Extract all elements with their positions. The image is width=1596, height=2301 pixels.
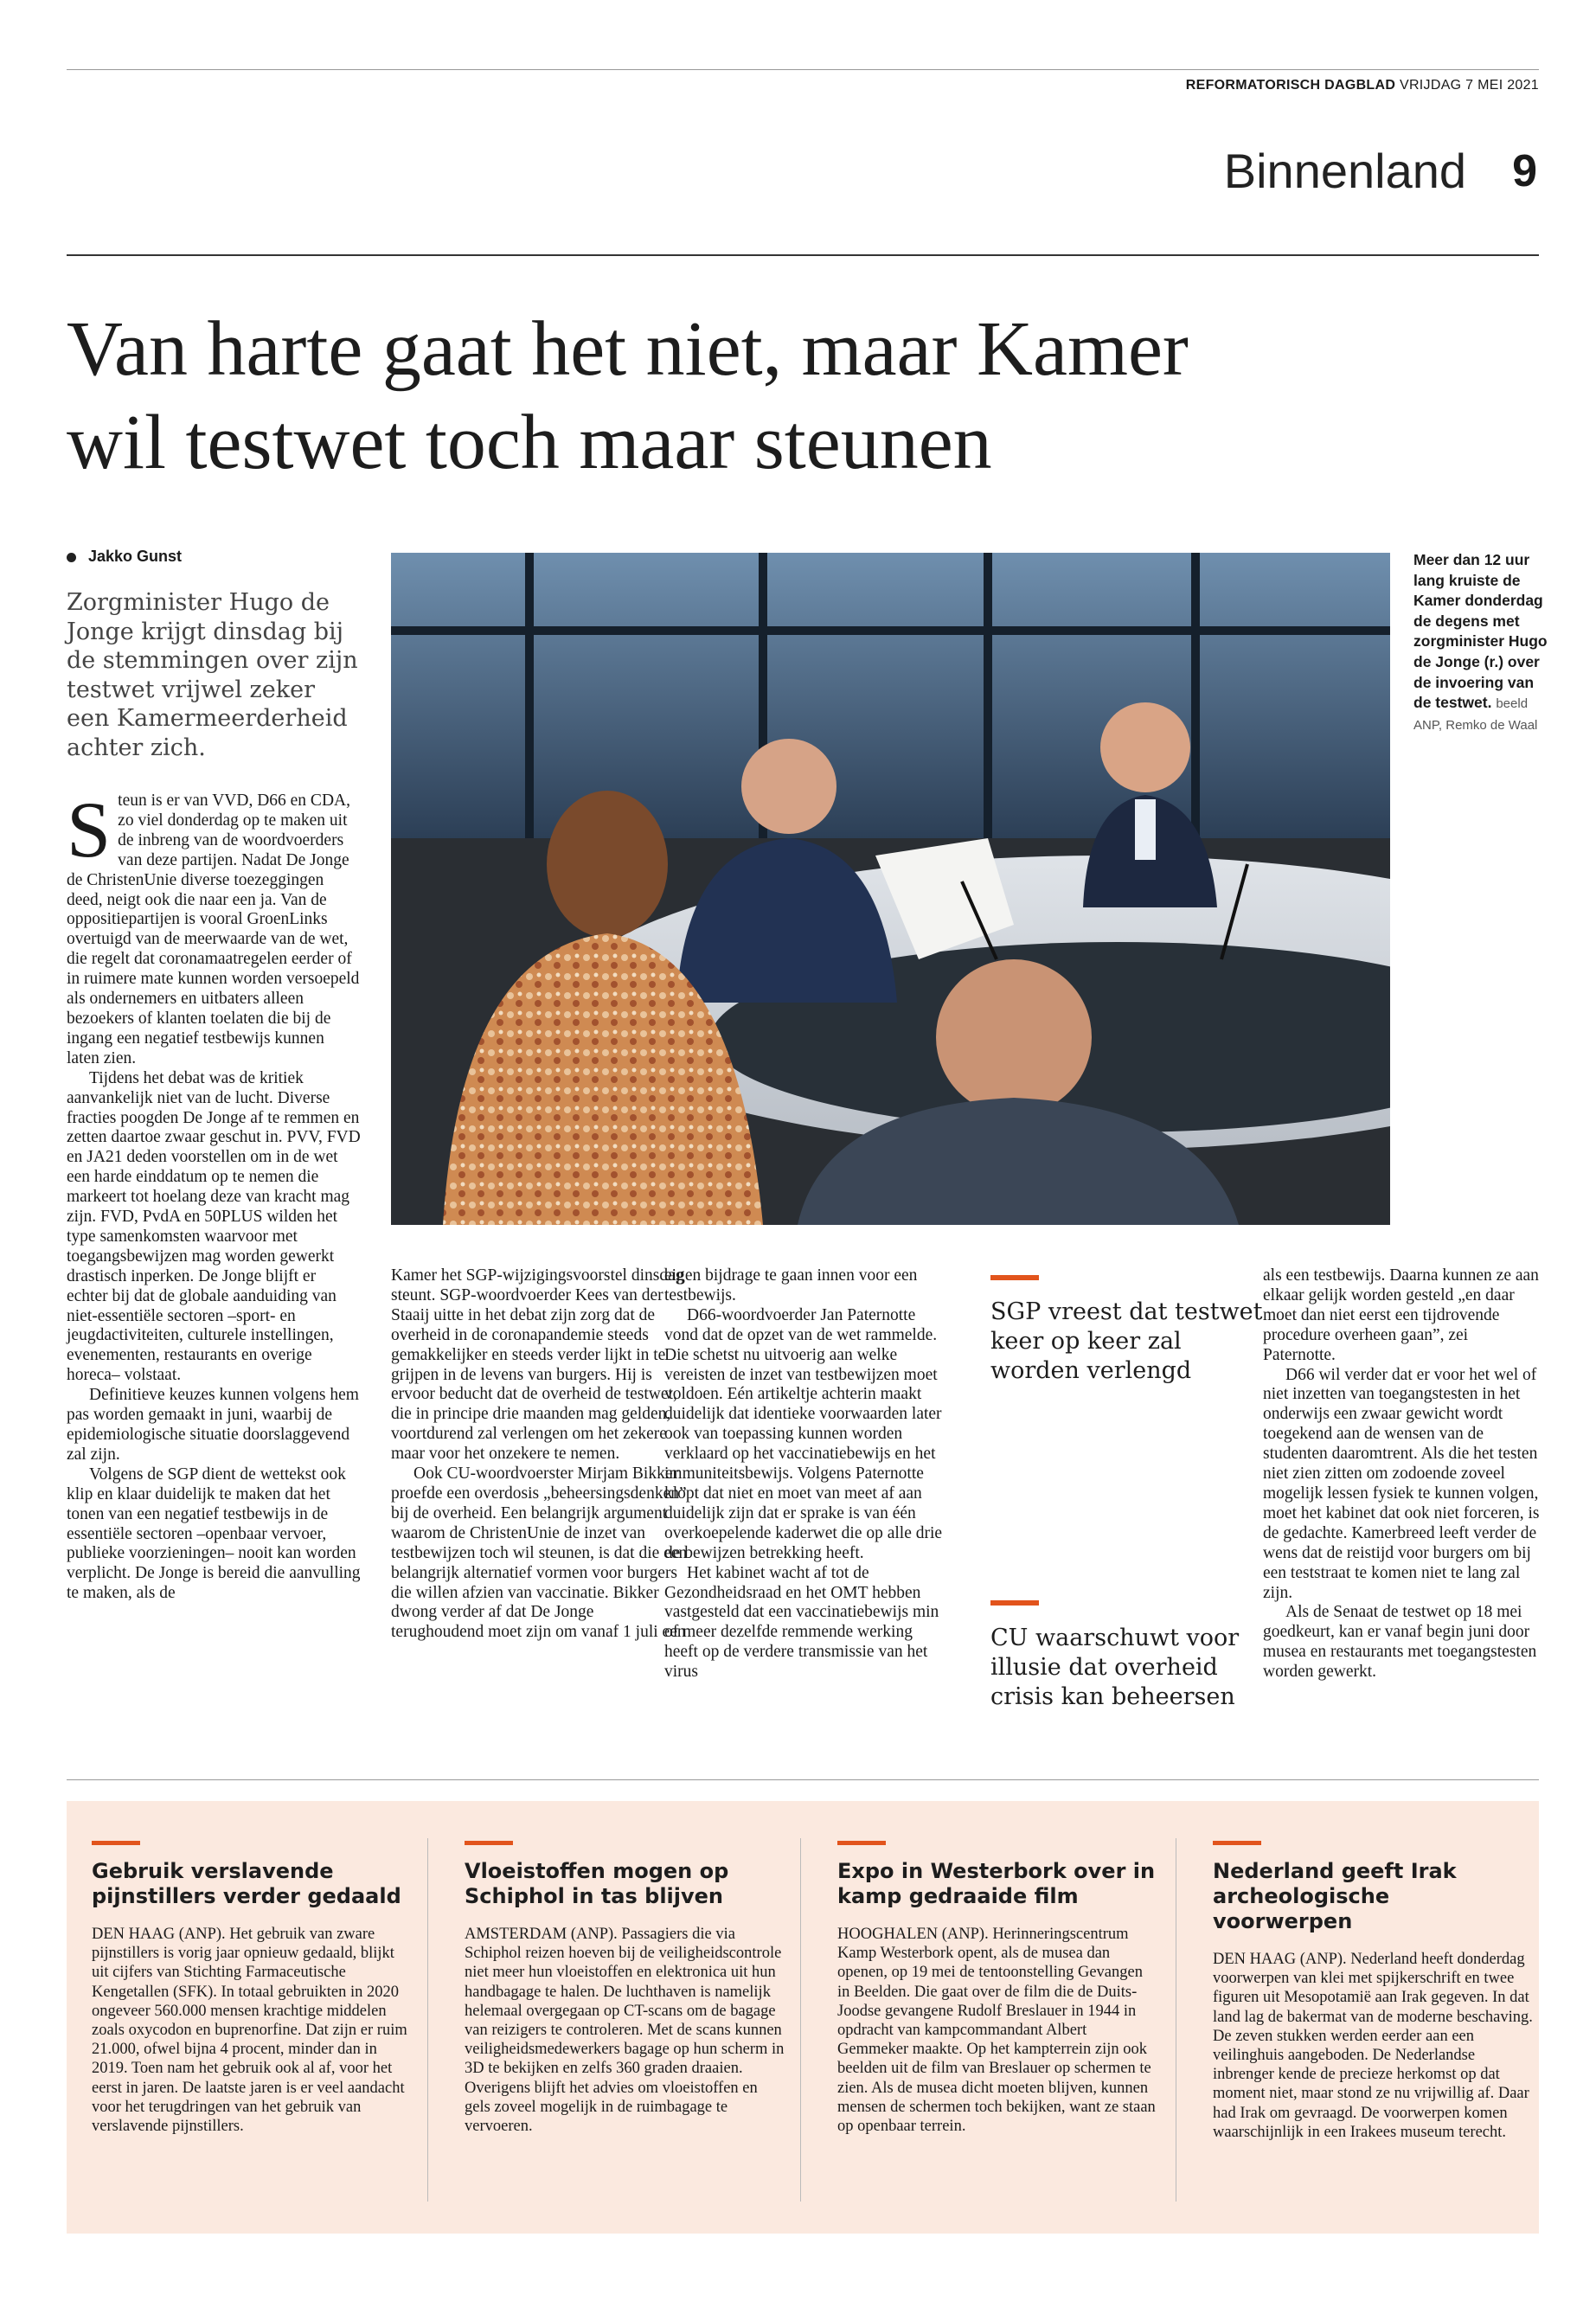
brief-title: Gebruik verslavende pijnstillers verder gedaald: [92, 1859, 401, 1908]
article-column-3: [664, 1266, 946, 1682]
column-divider: [427, 1838, 428, 2202]
article-intro: Zorgminister Hugo de Jonge krijgt dinsdag bij de stemmingen over zijn testwet vrijwel zeker een Kamermeerderheid achter zich.: [67, 589, 358, 761]
paragraph: D66 wil verder dat er voor het wel of niet inzetten van toegangstesten in het onderwijs een zwaar gewicht wordt toegekend aan de wensen van de studenten daaromtrent. Als die het testen niet zien zitten om zodoende zoveel mogelijk lessen fysiek te kunnen volgen, moet het kabinet dat ook niet forceren, is de gedachte. Kamerbreed leeft verder de wens dat de reistijd voor burgers om bij een teststraat te komen niet te lang zal zijn.: [1263, 1365, 1540, 1602]
paragraph: Het kabinet wacht af tot de Gezondheidsraad en het OMT hebben vastgesteld dat een vaccinatiebewijs min of meer dezelfde remmende werking heeft op de verdere transmissie van het virus: [664, 1563, 939, 1682]
brief-accent-bar: [92, 1841, 140, 1845]
section-name: Binnenland: [1223, 144, 1466, 198]
byline-bullet-icon: [67, 553, 76, 562]
article-column-5: [1263, 1266, 1542, 1682]
issue-date: VRIJDAG 7 MEI 2021: [1399, 78, 1539, 93]
article-column-1: [67, 785, 361, 1604]
pullquote-2: CU waarschuwt voor illusie dat overheid crisis kan beheersen: [990, 1625, 1240, 1710]
headline-line-1: Van harte gaat het niet, maar Kamer: [67, 306, 1189, 392]
pullquote-1: SGP vreest dat testwet keer op keer zal worden verlengd: [990, 1298, 1263, 1384]
headline: [67, 303, 1554, 490]
article-photo: [391, 553, 1390, 1225]
news-brief: [1213, 1817, 1533, 2142]
drop-cap: S: [67, 785, 112, 874]
news-brief: [465, 1817, 785, 2136]
brief-title: Nederland geeft Irak archeologische voorwerpen: [1213, 1859, 1457, 1933]
top-rule: [67, 69, 1539, 70]
article-bottom-rule: [67, 1779, 1539, 1780]
paragraph: Volgens de SGP dient de wettekst ook klip en klaar duidelijk te maken dat het tonen van een negatief testbewijs in de essentiële sectoren –openbaar vervoer, publieke voorzieningen– nooit kan worden verplicht. De Jonge is bereid die aanvulling te maken, als de: [67, 1465, 361, 1603]
paragraph: D66-woordvoerder Jan Paternotte vond dat de opzet van de wet rammelde. Die schetst nu uitvoerig aan welke vereisten de inzet van testbewijzen moet voldoen. Eén artikeltje achterin maakt duidelijk dat identieke voorwaarden later ook van toepassing kunnen worden verklaard op het vaccinatiebewijs en het immuniteitsbewijs. Volgens Paternotte klopt dat niet en moet van meet af aan duidelijk zijn dat er sprake is van één overkoepelende kaderwet die op alle drie de bewijzen betrekking heeft.: [664, 1305, 943, 1562]
author-name: Jakko Gunst: [88, 548, 183, 565]
byline: [67, 548, 182, 566]
brief-accent-bar: [837, 1841, 886, 1845]
paragraph: Als de Senaat de testwet op 18 mei goedkeurt, kan er vanaf begin juni door musea en restaurants met toegangstesten worden gewerkt.: [1263, 1603, 1537, 1682]
brief-text: DEN HAAG (ANP). Nederland heeft donderdag voorwerpen van klei met spijkerschrift en twee figuren uit Mesopotamië aan Irak gegeven. In dat land lag de bakermat van de moderne beschaving. De zeven stukken werden eerder aan een veilinghuis aangeboden. De Nederlandse inbrenger kende de precieze herkomst op dat moment niet, maar stond ze nu vrijwillig af. Daar had Irak om gevraagd. De voorwerpen komen waarschijnlijk in een Irakees museum terecht.: [1213, 1951, 1533, 2141]
headline-line-2: wil testwet toch maar steunen: [67, 400, 992, 485]
page-number: 9: [1512, 146, 1537, 196]
caption-text: Meer dan 12 uur lang kruiste de Kamer donderdag de degens met zorgminister Hugo de Jonge (r.) over de invoering van de testwet.: [1413, 551, 1548, 712]
pullquote-accent-bar: [990, 1275, 1039, 1280]
brief-accent-bar: [1213, 1841, 1261, 1845]
paper-name: REFORMATORISCH DAGBLAD: [1185, 78, 1396, 93]
paragraph: Kamer het SGP-wijzigingsvoorstel dinsdag steunt. SGP-woordvoerder Kees van der Staaij uitte in het debat zijn zorg dat de overheid in de coronapandemie steeds gemakkelijker en steeds verder lijkt in te grijpen in de levens van burgers. Hij is ervoor beducht dat de overheid de testwet, die in principe drie maanden mag gelden, voortdurend zal verlengen om het zekere maar voor het onzekere te nemen.: [391, 1266, 684, 1464]
news-brief: [92, 1817, 412, 2136]
paragraph: Definitieve keuzes kunnen volgens hem pas worden gemaakt in juni, waarbij de epidemiologische situatie doorslaggevend zal zijn.: [67, 1386, 359, 1464]
news-brief: [837, 1817, 1157, 2136]
masthead: [1186, 78, 1539, 93]
paragraph: eigen bijdrage te gaan innen voor een testbewijs.: [664, 1266, 918, 1304]
photo-caption: [1413, 550, 1552, 735]
article-column-2: [391, 1266, 689, 1643]
brief-title: Vloeistoffen mogen op Schiphol in tas blijven: [465, 1859, 729, 1908]
brief-text: AMSTERDAM (ANP). Passagiers die via Schiphol reizen hoeven bij de veiligheidscontrole niet meer hun vloeistoffen en elektronica uit hun handbagage te halen. De luchthaven is namelijk helemaal overgegaan op CT-scans om de bagage van reizigers te controleren. Met de scans kunnen veiligheidsmedewerkers bagage op hun scherm in 3D te bekijken en zelfs 360 graden draaien. Overigens blijft het advies om vloeistoffen en gels zoveel mogelijk in de ruimbagage te vervoeren.: [465, 1926, 785, 2136]
section-rule: [67, 254, 1539, 256]
brief-text: DEN HAAG (ANP). Het gebruik van zware pijnstillers is vorig jaar opnieuw gedaald, blijkt uit cijfers van Stichting Farmaceutische Kengetallen (SFK). In totaal gebruikten in 2020 ongeveer 560.000 mensen krachtige middelen zoals oxycodon en buprenorfine. Dat zijn er ruim 21.000, ofwel bijna 4 procent, minder dan in 2019. Toen nam het gebruik ook al af, voor het eerst in jaren. De laatste jaren is er veel aandacht voor het terugdringen van het gebruik van verslavende pijnstillers.: [92, 1926, 407, 2136]
column-divider: [800, 1838, 801, 2202]
brief-title: Expo in Westerbork over in kamp gedraaide film: [837, 1859, 1156, 1908]
paragraph: teun is er van VVD, D66 en CDA, zo viel donderdag op te maken uit de inbreng van de woordvoerders van deze partijen. Nadat De Jonge de ChristenUnie diverse toezeggingen deed, neigt ook die naar een ja. Van de oppositiepartijen is vooral GroenLinks overtuigd van de meerwaarde van de wet, die regelt dat coronamaatregelen eerder of in ruimere mate kunnen worden versoepeld als ondernemers en uitbaters alleen bezoekers of klanten toelaten die bij de ingang een negatief testbewijs kunnen laten zien.: [67, 792, 360, 1067]
photo-credit: beeld ANP, Remko de Waal: [1413, 696, 1538, 733]
meeting-photo-illustration: [391, 553, 1390, 1225]
pullquote-accent-bar: [990, 1600, 1039, 1606]
brief-text: HOOGHALEN (ANP). Herinneringscentrum Kamp Westerbork opent, als de musea dan openen, op 19 mei de tentoonstelling Gevangen in Beelden. Die gaat over de film die de Duits-Joodse gevangene Rudolf Breslauer in 1944 in opdracht van kampcommandant Albert Gemmeker maakte. Op het kampterrein zijn ook beelden uit de film van Breslauer op schermen te zien. Als de musea dicht moeten blijven, kunnen mensen de schermen toch bekijken, want ze staan op openbaar terrein.: [837, 1926, 1156, 2136]
paragraph: Tijdens het debat was de kritiek aanvankelijk niet van de lucht. Diverse fracties poogden De Jonge af te remmen en zetten daartoe zwaar geschut in. PVV, FVD en JA21 deden voorstellen om in de wet een harde einddatum op te nemen die markeert tot hoelang deze van kracht mag zijn. FVD, PvdA en 50PLUS wilden het type samenkomsten waarvoor met toegangsbewijzen mag worden gewerkt drastisch inperken. De Jonge blijft er echter bij dat de globale aanduiding van niet-essentiële sectoren –sport- en jeugdactiviteiten, culturele instellingen, evenementen, restaurants en overige horeca– volstaat.: [67, 1068, 361, 1385]
paragraph: als een testbewijs. Daarna kunnen ze aan elkaar gelijk worden gesteld „en daar moet dan niet eerst een tijdrovende procedure overheen gaan”, zei Paternotte.: [1263, 1266, 1539, 1364]
brief-accent-bar: [465, 1841, 513, 1845]
paragraph: Ook CU-woordvoerster Mirjam Bikker proefde een overdosis „beheersingsdenken” bij de overheid. Een belangrijk argument waarom de ChristenUnie de inzet van testbewijzen toch wil steunen, is dat die een belangrijk alternatief vormen voor burgers die willen afzien van vaccinatie. Bikker dwong verder af dat De Jonge terughoudend moet zijn om vanaf 1 juli een: [391, 1465, 688, 1642]
